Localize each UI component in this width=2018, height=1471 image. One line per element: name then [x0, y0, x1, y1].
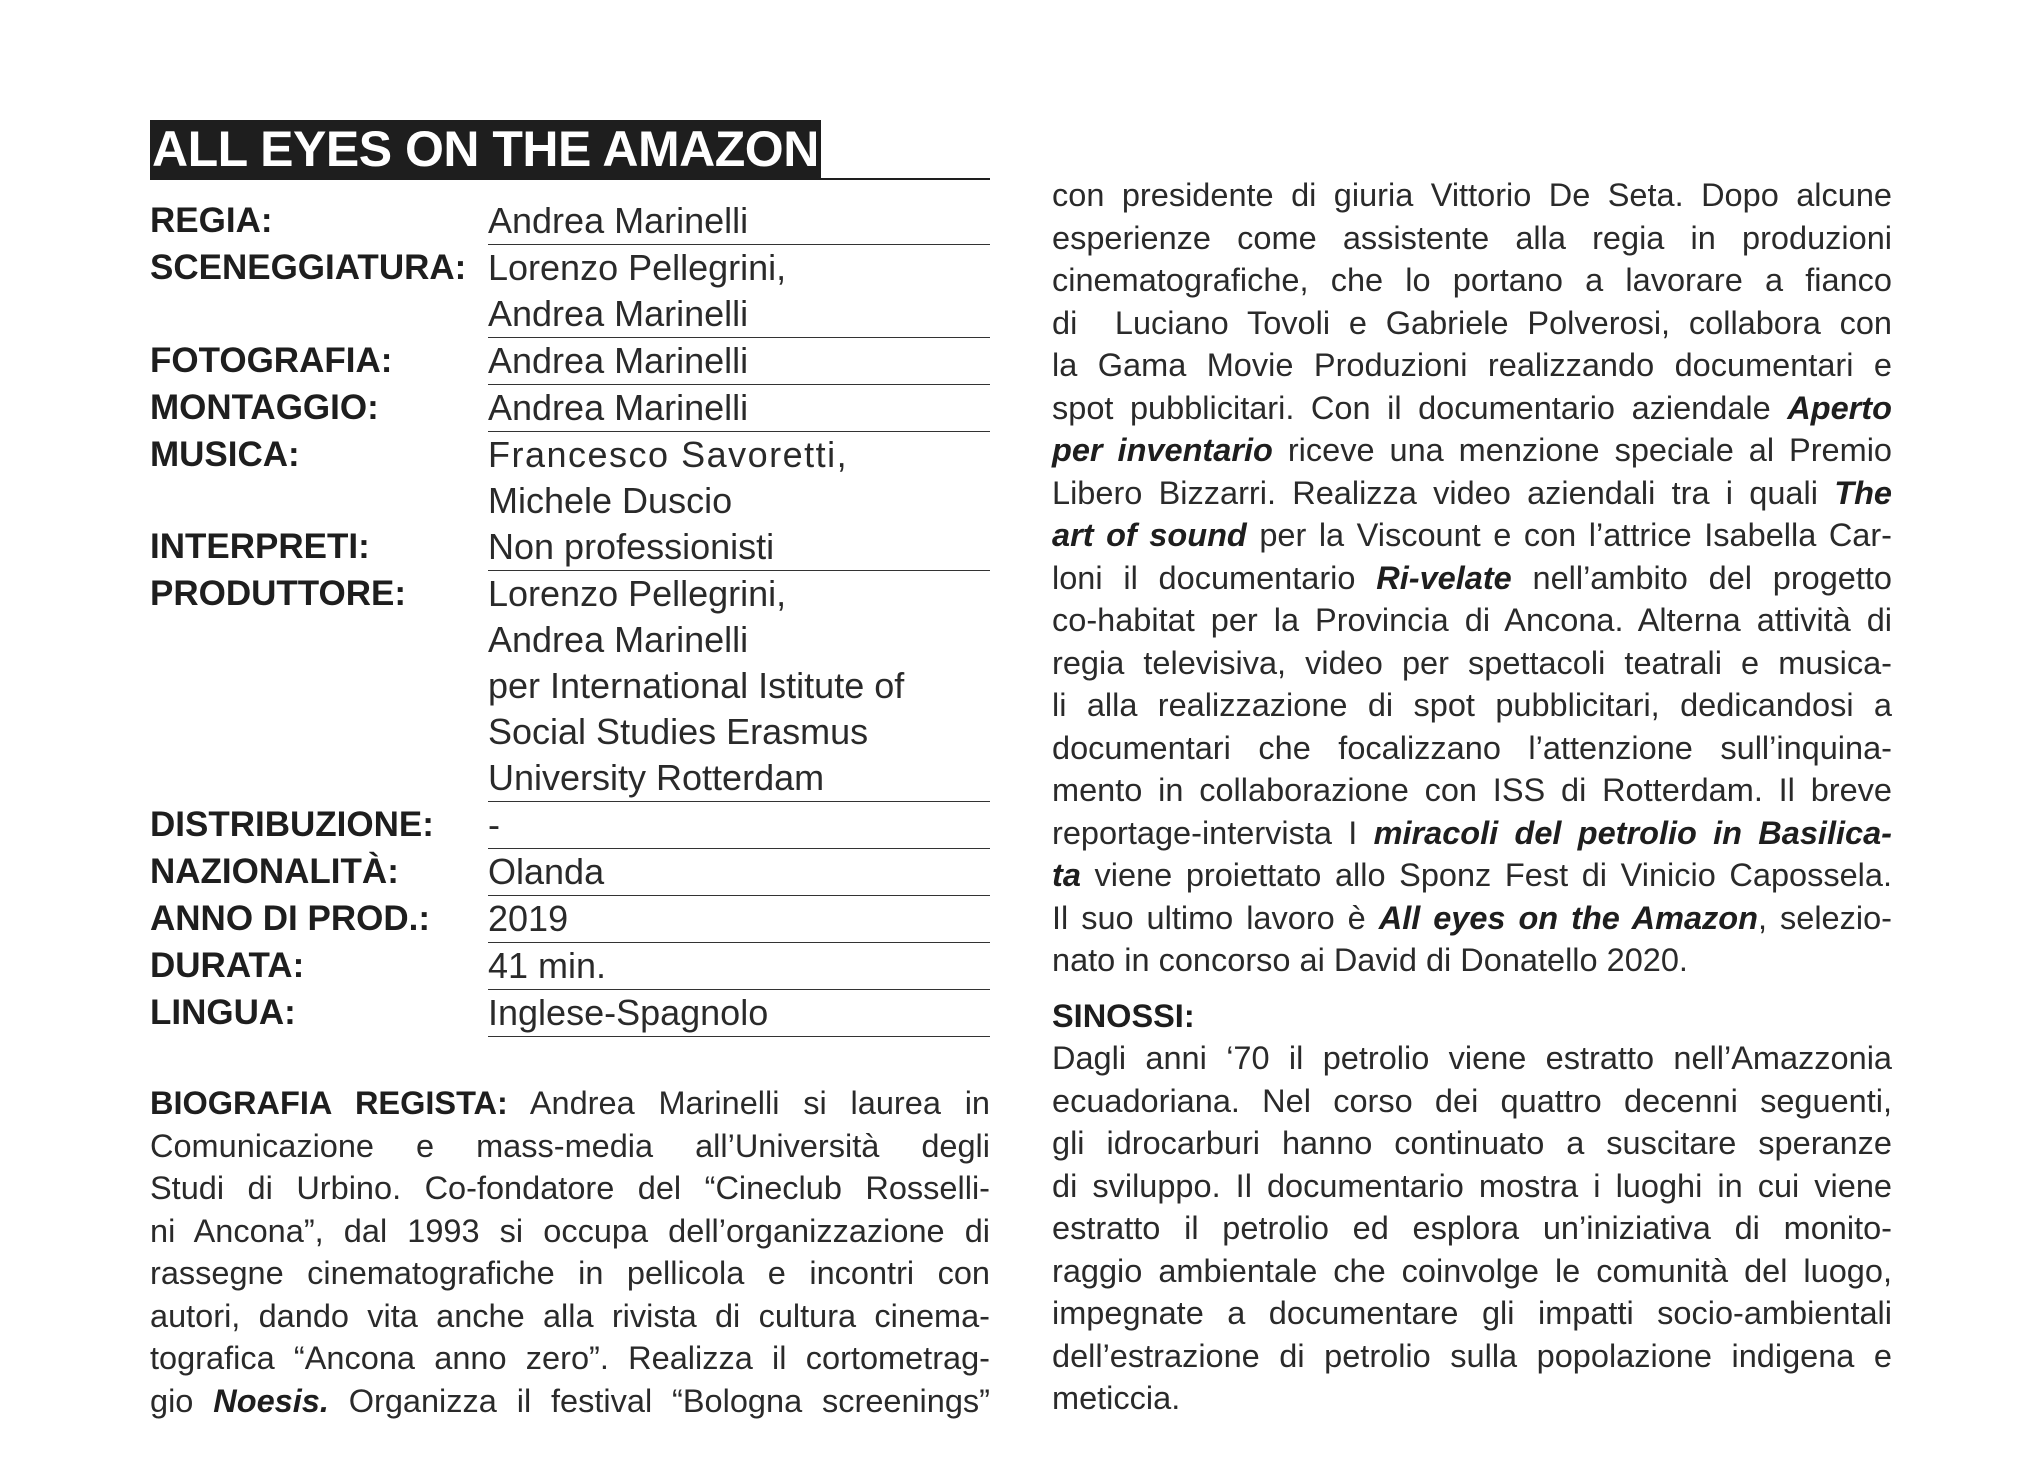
- text-span: nell’ambito del progetto: [1511, 559, 1893, 596]
- credit-label: MUSICA:: [150, 435, 300, 474]
- credit-value-line: Michele Duscio: [488, 480, 733, 521]
- credit-row-musica: [150, 432, 990, 524]
- text-span: viene proiettato allo Sponz Fest di Vinicio Capossela.: [1080, 857, 1892, 893]
- credit-value-line: University Rotterdam: [488, 757, 825, 798]
- text-line: meticcia.: [1052, 1380, 1181, 1416]
- text-line: estratto il petrolio ed esplora un’iniziativa di monito-: [1052, 1210, 1892, 1246]
- credit-value-line: -: [488, 804, 500, 845]
- text-line: raggio ambientale che coinvolge le comunità del luogo,: [1052, 1252, 1892, 1289]
- text-line: di sviluppo. Il documentario mostra i luoghi in cui viene: [1052, 1167, 1892, 1204]
- text-line: di Luciano Tovoli e Gabriele Polverosi, collabora con: [1052, 304, 1892, 341]
- credit-value: [488, 943, 990, 990]
- credit-row-anno: [150, 896, 990, 943]
- credit-value-line: per International Istitute of: [488, 665, 905, 706]
- credit-row-lingua: [150, 990, 990, 1037]
- credit-value-line: Andrea Marinelli: [488, 200, 749, 241]
- text-line: dell’estrazione di petrolio sulla popolazione indigena e: [1052, 1337, 1892, 1374]
- credit-value: [488, 245, 990, 338]
- text-line: regia televisiva, video per spettacoli teatrali e musica-: [1052, 644, 1892, 681]
- credit-label: LINGUA:: [150, 993, 296, 1032]
- credit-label: DISTRIBUZIONE:: [150, 805, 434, 844]
- text-line: Studi di Urbino. Co-fondatore del “Cineclub Rosselli-: [150, 1170, 990, 1206]
- biography-heading: BIOGRAFIA REGISTA:: [150, 1085, 508, 1121]
- text-line: [1052, 812, 1892, 855]
- title-block: [150, 120, 990, 180]
- text-line: impegnate a documentare gli impatti socio-ambientali: [1052, 1295, 1892, 1331]
- text-line: [1052, 897, 1892, 940]
- credit-label: REGIA:: [150, 201, 273, 240]
- credit-value-line: 41 min.: [488, 945, 607, 986]
- text-line: [150, 1082, 990, 1125]
- credit-label: MONTAGGIO:: [150, 388, 379, 427]
- credit-row-nazionalita: [150, 849, 990, 896]
- credit-value-line: Lorenzo Pellegrini,: [488, 247, 787, 288]
- text-line: mento in collaborazione con ISS di Rotterdam. Il breve: [1052, 772, 1892, 808]
- film-title: ALL EYES ON THE AMAZON: [152, 121, 819, 177]
- credit-value: [488, 198, 990, 245]
- text-line: Comunicazione e mass-media all’Università degli: [150, 1127, 990, 1164]
- credit-label: PRODUTTORE:: [150, 574, 407, 613]
- credit-label: NAZIONALITÀ:: [150, 852, 399, 891]
- text-line: con presidente di giuria Vittorio De Seta. Dopo alcune: [1052, 177, 1892, 213]
- text-line: [150, 1380, 990, 1423]
- title-emphasis: All eyes on the Amazon: [1378, 899, 1759, 936]
- credit-value-line: Inglese-Spagnolo: [488, 992, 769, 1033]
- biography-left-column: [150, 1082, 990, 1422]
- text-span: Organizza il festival “Bologna screenings”: [328, 1382, 990, 1419]
- sinossi-heading: SINOSSI:: [1052, 997, 1195, 1034]
- credit-label: SCENEGGIATURA:: [150, 248, 467, 287]
- credit-row-produttore: [150, 571, 990, 802]
- credit-value: [488, 990, 990, 1037]
- text-span: Libero Bizzarri. Realizza video aziendali tra i quali: [1052, 474, 1835, 511]
- credit-value-line: Francesco Savoretti,: [488, 434, 849, 475]
- credit-value-line: Lorenzo Pellegrini,: [488, 573, 787, 614]
- text-line: ni Ancona”, dal 1993 si occupa dell’organizzazione di: [150, 1212, 990, 1249]
- text-line: [1052, 472, 1892, 515]
- title-emphasis: ta: [1052, 857, 1081, 893]
- credit-label: FOTOGRAFIA:: [150, 341, 393, 380]
- credit-value: [488, 385, 990, 432]
- credit-value: [488, 571, 990, 802]
- credit-value: [488, 432, 990, 524]
- text-line: cinematografiche, che lo portano a lavorare a fianco: [1052, 262, 1892, 298]
- credit-value: [488, 338, 990, 385]
- title-emphasis: Noesis.: [213, 1382, 329, 1419]
- text-line: la Gama Movie Produzioni realizzando documentari e: [1052, 347, 1892, 383]
- text-span: per la Viscount e con l’attrice Isabella Car-: [1246, 517, 1893, 553]
- credit-value-line: Andrea Marinelli: [488, 619, 749, 660]
- credit-label: INTERPRETI:: [150, 527, 370, 566]
- title-emphasis: miracoli del petrolio in Basilica-: [1373, 814, 1892, 851]
- text-span: , selezio-: [1758, 899, 1892, 936]
- text-line: autori, dando vita anche alla rivista di cultura cinema-: [150, 1297, 990, 1334]
- text-span: Andrea Marinelli si laurea in: [507, 1085, 990, 1121]
- title-emphasis: per inventario: [1052, 432, 1273, 468]
- credit-value-line: Non professionisti: [488, 526, 775, 567]
- credit-value: [488, 802, 990, 849]
- text-line: [1052, 854, 1892, 897]
- credit-row-montaggio: [150, 385, 990, 432]
- credit-row-distribuzione: [150, 802, 990, 849]
- text-line: [1052, 514, 1892, 557]
- text-line: documentari che focalizzano l’attenzione sull’inquina-: [1052, 729, 1892, 766]
- text-line: [1052, 429, 1892, 472]
- right-column: [1052, 174, 1892, 1420]
- text-line: [1052, 387, 1892, 430]
- title-emphasis: Ri-velate: [1376, 559, 1512, 596]
- text-line: nato in concorso ai David di Donatello 2020.: [1052, 942, 1688, 978]
- text-span: spot pubblicitari. Con il documentario aziendale: [1052, 389, 1788, 426]
- text-line: co-habitat per la Provincia di Ancona. Alterna attività di: [1052, 602, 1892, 638]
- credit-value: [488, 896, 990, 943]
- title-emphasis: art of sound: [1052, 517, 1247, 553]
- title-emphasis: The: [1834, 474, 1892, 511]
- credit-value-line: Andrea Marinelli: [488, 387, 749, 428]
- text-line: ecuadoriana. Nel corso dei quattro decenni seguenti,: [1052, 1082, 1892, 1119]
- text-line: tografica “Ancona anno zero”. Realizza il cortometrag-: [150, 1340, 990, 1376]
- credit-row-durata: [150, 943, 990, 990]
- credit-row-fotografia: [150, 338, 990, 385]
- credit-label: ANNO DI PROD.:: [150, 899, 430, 938]
- title-emphasis: Aperto: [1787, 389, 1892, 426]
- credit-value-line: Andrea Marinelli: [488, 293, 749, 334]
- credits-table: [150, 198, 990, 1037]
- text-line: Dagli anni ‘70 il petrolio viene estratto nell’Amazzonia: [1052, 1040, 1892, 1076]
- text-span: riceve una menzione speciale al Premio: [1272, 432, 1892, 468]
- credit-value: [488, 849, 990, 896]
- credit-value-line: Andrea Marinelli: [488, 340, 749, 381]
- text-span: gio: [150, 1382, 214, 1419]
- text-line: rassegne cinematografiche in pellicola e incontri con: [150, 1255, 990, 1291]
- credit-value-line: Olanda: [488, 851, 605, 892]
- text-line: esperienze come assistente alla regia in produzioni: [1052, 219, 1892, 256]
- credit-row-sceneggiatura: [150, 245, 990, 338]
- text-span: reportage-intervista I: [1052, 814, 1374, 851]
- credit-value: [488, 524, 990, 571]
- credit-row-interpreti: [150, 524, 990, 571]
- text-span: loni il documentario: [1052, 559, 1377, 596]
- text-line: gli idrocarburi hanno continuato a suscitare speranze: [1052, 1125, 1892, 1161]
- text-line: [1052, 557, 1892, 600]
- text-span: Il suo ultimo lavoro è: [1052, 899, 1379, 936]
- credit-label: DURATA:: [150, 946, 305, 985]
- credit-row-regia: [150, 198, 990, 245]
- text-line: li alla realizzazione di spot pubblicitari, dedicandosi a: [1052, 687, 1892, 723]
- credit-value-line: 2019: [488, 898, 569, 939]
- credit-value-line: Social Studies Erasmus: [488, 711, 869, 752]
